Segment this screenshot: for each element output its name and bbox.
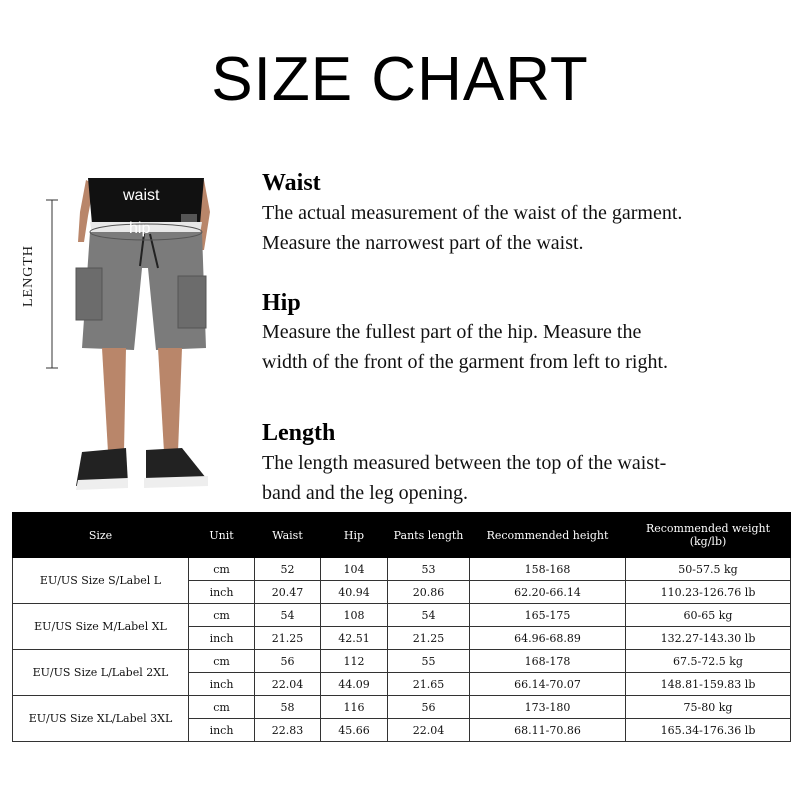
length-description (262, 448, 782, 508)
hip-line-2: width of the front of the garment from left to right. (262, 351, 669, 373)
table-cell: 54 (255, 604, 321, 627)
hip-line-1: Measure the fullest part of the hip. Measure the (262, 321, 642, 343)
table-cell: 158-168 (470, 558, 626, 581)
table-cell: inch (189, 627, 255, 650)
table-cell: cm (189, 650, 255, 673)
table-row (13, 696, 791, 719)
table-cell: inch (189, 719, 255, 742)
table-cell: 64.96-68.89 (470, 627, 626, 650)
table-cell: 165-175 (470, 604, 626, 627)
header-waist: Waist (255, 513, 321, 558)
size-name-cell: EU/US Size XL/Label 3XL (13, 696, 189, 742)
table-cell: 21.65 (388, 673, 470, 696)
header-hip: Hip (321, 513, 388, 558)
header-recommended-weight (626, 513, 791, 558)
table-cell: 20.47 (255, 581, 321, 604)
table-cell: 168-178 (470, 650, 626, 673)
table-cell: 22.04 (255, 673, 321, 696)
table-cell: 50-57.5 kg (626, 558, 791, 581)
table-cell: 22.83 (255, 719, 321, 742)
table-cell: 60-65 kg (626, 604, 791, 627)
table-cell: 104 (321, 558, 388, 581)
table-cell: 132.27-143.30 lb (626, 627, 791, 650)
waist-line-2: Measure the narrowest part of the waist. (262, 232, 584, 254)
table-cell: 20.86 (388, 581, 470, 604)
table-row (13, 650, 791, 673)
table-cell: 62.20-66.14 (470, 581, 626, 604)
table-cell: 112 (321, 650, 388, 673)
waist-description (262, 198, 782, 258)
length-heading: Length (262, 420, 336, 446)
table-cell: 75-80 kg (626, 696, 791, 719)
table-cell: 66.14-70.07 (470, 673, 626, 696)
page-title: SIZE CHART (211, 45, 589, 114)
table-cell: 56 (388, 696, 470, 719)
size-name-cell: EU/US Size M/Label XL (13, 604, 189, 650)
table-cell: 55 (388, 650, 470, 673)
table-cell: 68.11-70.86 (470, 719, 626, 742)
waist-line-1: The actual measurement of the waist of the garment. (262, 202, 683, 224)
header-weight-line-1: Recommended weight (645, 522, 771, 535)
table-header-row (13, 513, 791, 558)
table-cell: cm (189, 696, 255, 719)
table-cell: 116 (321, 696, 388, 719)
hip-description (262, 317, 782, 377)
length-line-1: The length measured between the top of the waist- (262, 452, 667, 474)
header-weight-line-2: (kg/lb) (689, 535, 727, 548)
header-recommended-height: Recommended height (470, 513, 626, 558)
header-size: Size (13, 513, 189, 558)
size-name-cell: EU/US Size L/Label 2XL (13, 650, 189, 696)
table-cell: cm (189, 558, 255, 581)
table-cell: 56 (255, 650, 321, 673)
table-cell: 148.81-159.83 lb (626, 673, 791, 696)
waist-tag: waist (123, 187, 160, 204)
table-cell: 52 (255, 558, 321, 581)
table-body (13, 558, 791, 742)
table-cell: 42.51 (321, 627, 388, 650)
length-label: LENGTH (21, 245, 36, 307)
table-cell: 173-180 (470, 696, 626, 719)
size-table (12, 512, 791, 742)
table-row (13, 604, 791, 627)
table-cell: cm (189, 604, 255, 627)
table-cell: 53 (388, 558, 470, 581)
header-pants-length: Pants length (388, 513, 470, 558)
table-cell: 40.94 (321, 581, 388, 604)
table-cell: inch (189, 673, 255, 696)
waist-heading: Waist (262, 170, 321, 196)
table-cell: 22.04 (388, 719, 470, 742)
table-cell: 21.25 (388, 627, 470, 650)
length-line-2: band and the leg opening. (262, 482, 469, 504)
table-cell: 108 (321, 604, 388, 627)
table-cell: inch (189, 581, 255, 604)
table-cell: 44.09 (321, 673, 388, 696)
table-cell: 165.34-176.36 lb (626, 719, 791, 742)
table-cell: 58 (255, 696, 321, 719)
table-cell: 54 (388, 604, 470, 627)
table-cell: 67.5-72.5 kg (626, 650, 791, 673)
hip-tag: hip (129, 220, 151, 237)
hip-heading: Hip (262, 290, 301, 316)
header-unit: Unit (189, 513, 255, 558)
table-row (13, 558, 791, 581)
table-cell: 45.66 (321, 719, 388, 742)
table-cell: 21.25 (255, 627, 321, 650)
size-name-cell: EU/US Size S/Label L (13, 558, 189, 604)
table-cell: 110.23-126.76 lb (626, 581, 791, 604)
